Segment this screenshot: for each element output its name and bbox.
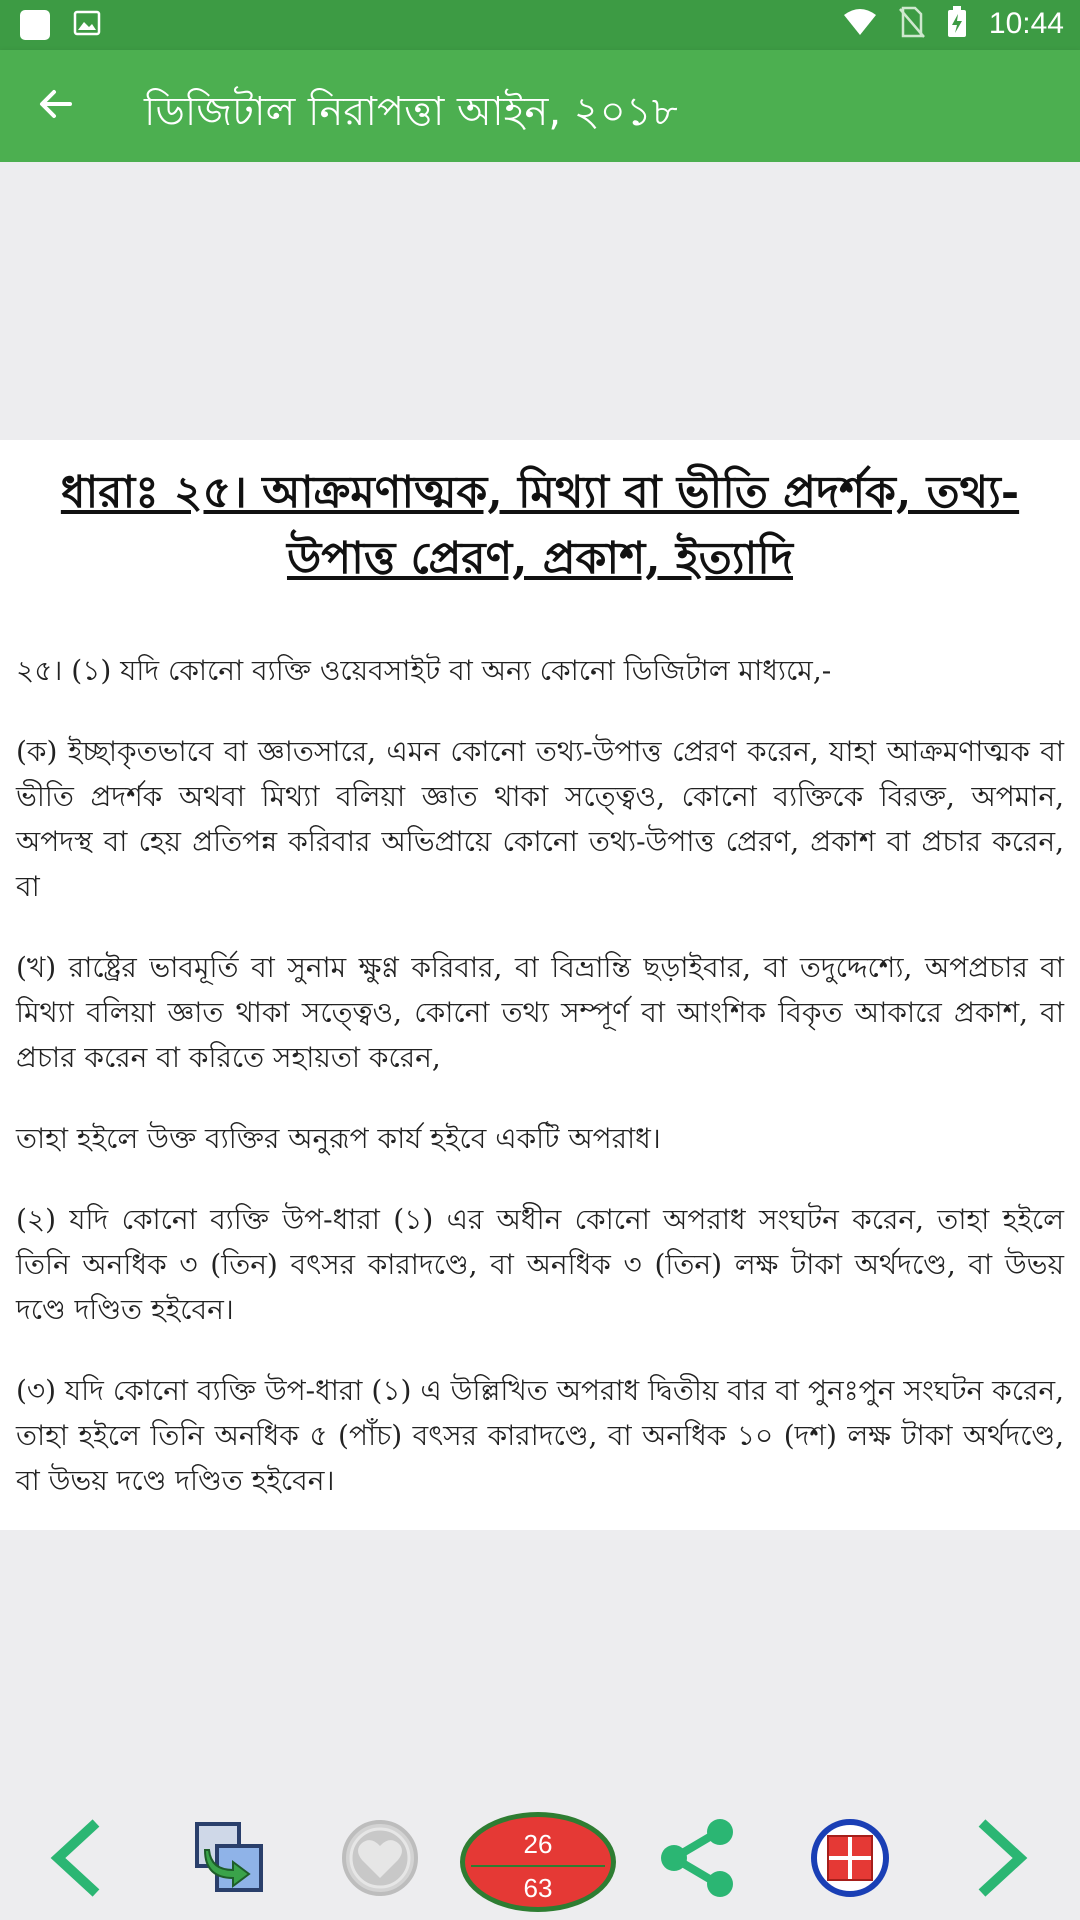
switch-copy-icon xyxy=(191,1820,267,1900)
grid-menu-icon xyxy=(810,1818,890,1902)
battery-charging-icon xyxy=(947,6,967,42)
status-bar xyxy=(0,0,1080,50)
section-title: ধারাঃ ২৫। আক্রমণাত্মক, মিথ্যা বা ভীতি প্রদর্শক, তথ্য-উপাত্ত প্রেরণ, প্রকাশ, ইত্যাদি xyxy=(60,467,1020,584)
paragraph: (৩) যদি কোনো ব্যক্তি উপ-ধারা (১) এ উল্লিখিত অপরাধ দ্বিতীয় বার বা পুনঃপুন সংঘটন করেন, তাহা হইলে তিনি অনধিক ৫ (পাঁচ) বৎসর কারাদণ্ডে, বা অনধিক ১০ (দশ) লক্ষ টাকা অর্থদণ্ডে, বা উভয় দণ্ডে দণ্ডিত হইবেন। xyxy=(16,1374,1064,1497)
app-bar xyxy=(0,50,1080,162)
status-time: 10:44 xyxy=(988,7,1064,40)
bottom-navigation xyxy=(0,1800,1080,1920)
notification-square-icon xyxy=(18,8,52,46)
favorite-button[interactable] xyxy=(338,1800,422,1920)
back-button[interactable] xyxy=(28,78,84,134)
content-card xyxy=(0,440,1080,1530)
paragraph: তাহা হইলে উক্ত ব্যক্তির অনুরূপ কার্য হইবে একটি অপরাধ। xyxy=(16,1122,661,1155)
total-pages-number: 63 xyxy=(523,1873,553,1903)
no-sim-icon xyxy=(899,6,925,42)
paragraph: (২) যদি কোনো ব্যক্তি উপ-ধারা (১) এর অধীন কোনো অপরাধ সংঘটন করেন, তাহা হইলে তিনি অনধিক ৩ (তিন) বৎসর কারাদণ্ডে, বা অনধিক ৩ (তিন) লক্ষ টাকা অর্থদণ্ডে, বা উভয় দণ্ডে দণ্ডিত হইবেন। xyxy=(16,1203,1064,1326)
next-chevron-icon xyxy=(972,1818,1032,1902)
image-icon xyxy=(72,8,102,46)
grid-menu-button[interactable] xyxy=(808,1800,892,1920)
paragraph: ২৫। (১) যদি কোনো ব্যক্তি ওয়েবসাইট বা অন্য কোনো ডিজিটাল মাধ্যমে,- xyxy=(16,654,832,687)
previous-button[interactable] xyxy=(36,1800,116,1920)
favorite-heart-icon xyxy=(340,1818,420,1902)
switch-copy-button[interactable] xyxy=(186,1800,272,1920)
ad-space xyxy=(0,162,1080,440)
page-counter[interactable] xyxy=(460,1812,616,1912)
share-button[interactable] xyxy=(656,1800,740,1920)
next-button[interactable] xyxy=(962,1800,1042,1920)
wifi-icon xyxy=(843,7,877,41)
app-title: ডিজিটাল নিরাপত্তা আইন, ২০১৮ xyxy=(144,89,678,135)
current-page-number: 26 xyxy=(523,1829,553,1859)
paragraph: (ক) ইচ্ছাকৃতভাবে বা জ্ঞাতসারে, এমন কোনো তথ্য-উপাত্ত প্রেরণ করেন, যাহা আক্রমণাত্মক বা ভীতি প্রদর্শক অথবা মিথ্যা বলিয়া জ্ঞাত থাকা সত্ত্বেও, কোনো ব্যক্তিকে বিরক্ত, অপমান, অপদস্থ বা হেয় প্রতিপন্ন করিবার অভিপ্রায়ে কোনো তথ্য-উপাত্ত প্রেরণ, প্রকাশ বা প্রচার করেন, বা xyxy=(16,735,1064,903)
arrow-back-icon xyxy=(36,84,76,128)
paragraph: (খ) রাষ্ট্রের ভাবমূর্তি বা সুনাম ক্ষুণ্ণ করিবার, বা বিভ্রান্তি ছড়াইবার, বা তদুদ্দেশ্যে, অপপ্রচার বা মিথ্যা বলিয়া জ্ঞাত থাকা সত্ত্বেও, কোনো তথ্য সম্পূর্ণ বা আংশিক বিকৃত আকারে প্রকাশ, বা প্রচার করেন বা করিতে সহায়তা করেন, xyxy=(16,951,1064,1074)
section-body xyxy=(0,592,1080,1503)
previous-chevron-icon xyxy=(46,1818,106,1902)
share-icon xyxy=(656,1818,740,1902)
